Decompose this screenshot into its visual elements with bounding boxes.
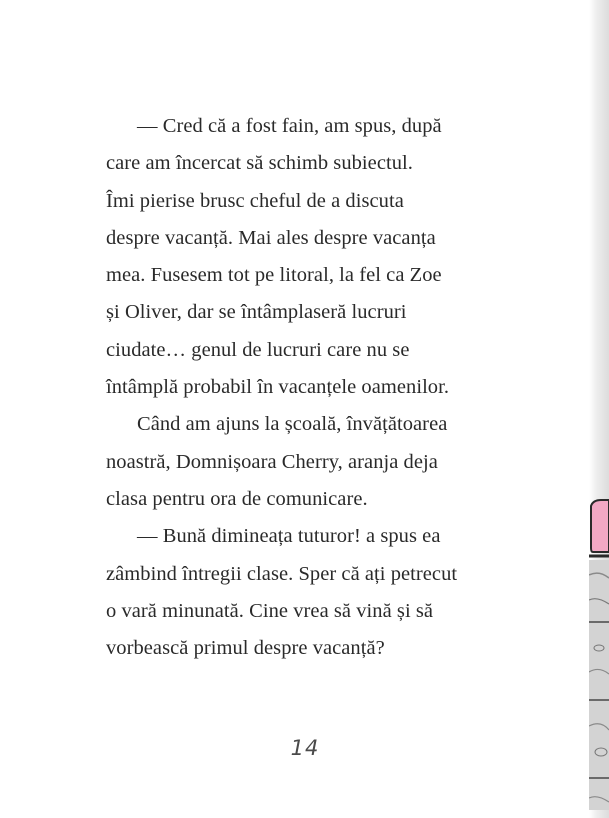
text-line: — Bună dimineața tuturor! a spus ea <box>137 525 441 548</box>
text-line: care am încercat să schimb subiectul. <box>106 152 413 175</box>
text-line: despre vacanță. Mai ales despre vacanța <box>106 226 436 249</box>
text-line: întâmplă probabil în vacanțele oamenilor. <box>106 376 450 399</box>
edge-illustration <box>589 0 609 818</box>
text-line: Îmi pierise brusc cheful de a discuta <box>106 189 404 212</box>
text-line: mea. Fusesem tot pe litoral, la fel ca Zoe <box>106 264 442 287</box>
text-line: zâmbind întregii clase. Sper că ați petrecut <box>106 562 458 585</box>
text-line: — Cred că a fost fain, am spus, după <box>137 115 442 137</box>
text-line: Când am ajuns la școală, învățătoarea <box>137 413 448 436</box>
text-line: vorbească primul despre vacanță? <box>106 637 385 660</box>
text-line: noastră, Domnișoara Cherry, aranja deja <box>106 450 438 473</box>
text-line: ciudate… genul de lucruri care nu se <box>106 338 410 361</box>
text-line: clasa pentru ora de comunicare. <box>106 487 368 510</box>
text-line: și Oliver, dar se întâmplaseră lucruri <box>106 301 407 324</box>
text-line: o vară minunată. Cine vrea să vină și să <box>106 599 434 622</box>
body-text <box>106 108 506 667</box>
page-number: 14 <box>290 736 320 760</box>
